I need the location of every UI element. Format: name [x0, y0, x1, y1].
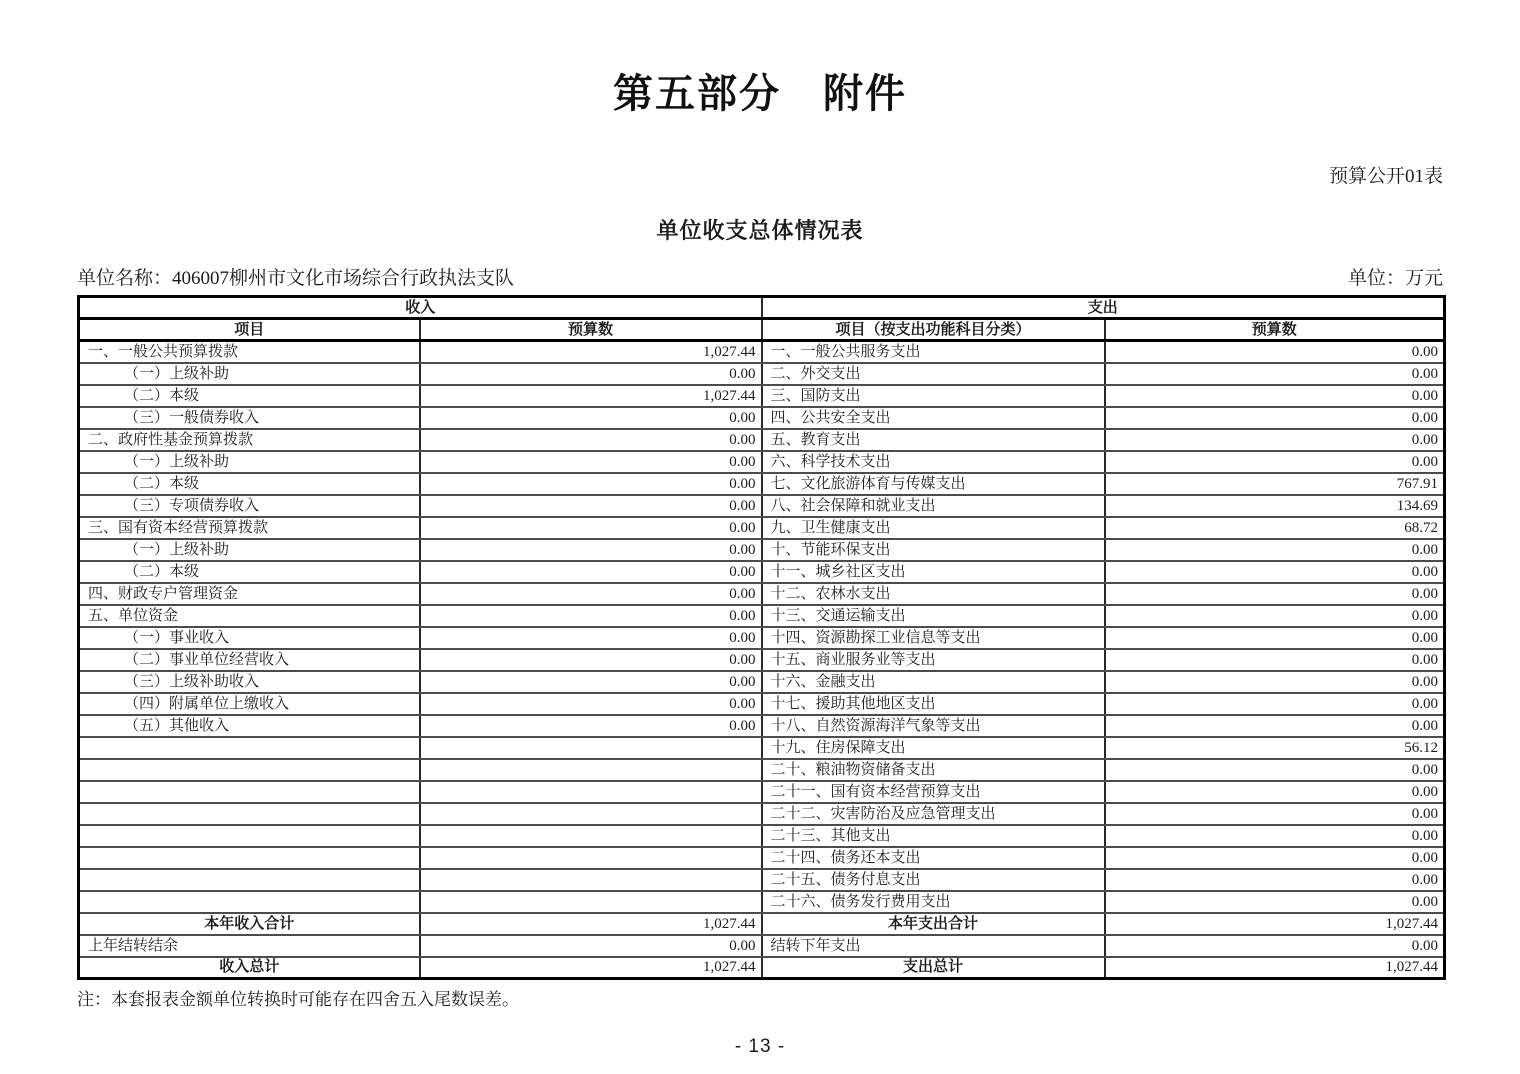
footnote: 注：本套报表金额单位转换时可能存在四舍五入尾数误差。 — [77, 990, 519, 1009]
expense-value-cell: 0.00 — [1105, 803, 1445, 825]
table-row — [79, 627, 1445, 649]
expense-value-cell: 0.00 — [1105, 825, 1445, 847]
table-row — [79, 781, 1445, 803]
expense-value-cell: 134.69 — [1105, 495, 1445, 517]
table-row — [79, 869, 1445, 891]
expense-value-cell: 767.91 — [1105, 473, 1445, 495]
expense-item-cell: 二、外交支出 — [762, 363, 1105, 385]
expense-item-cell: 支出总计 — [762, 957, 1105, 979]
expense-item-cell: 九、卫生健康支出 — [762, 517, 1105, 539]
income-item-cell: （一）上级补助 — [79, 451, 420, 473]
income-item-cell: （一）上级补助 — [79, 363, 420, 385]
expense-value-cell: 0.00 — [1105, 539, 1445, 561]
column-header-row — [79, 319, 1445, 341]
expense-value-cell: 0.00 — [1105, 891, 1445, 913]
income-item-cell — [79, 891, 420, 913]
expense-value-cell: 0.00 — [1105, 561, 1445, 583]
income-value-cell — [420, 759, 762, 781]
income-value-cell: 0.00 — [420, 451, 762, 473]
expense-value-cell: 0.00 — [1105, 385, 1445, 407]
income-value-cell: 1,027.44 — [420, 913, 762, 935]
income-value-cell: 0.00 — [420, 363, 762, 385]
table-title: 单位收支总体情况表 — [656, 218, 864, 243]
income-item-cell: （一）事业收入 — [79, 627, 420, 649]
table-row — [79, 495, 1445, 517]
expense-value-cell: 56.12 — [1105, 737, 1445, 759]
income-item-cell: 上年结转结余 — [79, 935, 420, 957]
table-row — [79, 913, 1445, 935]
income-item-cell — [79, 737, 420, 759]
income-value-cell: 0.00 — [420, 473, 762, 495]
expense-item-cell: 五、教育支出 — [762, 429, 1105, 451]
expense-value-cell: 0.00 — [1105, 693, 1445, 715]
table-meta-row — [77, 263, 1443, 290]
part-title: 第五部分 附件 — [613, 72, 907, 116]
expense-value-cell: 0.00 — [1105, 847, 1445, 869]
expense-item-cell: 七、文化旅游体育与传媒支出 — [762, 473, 1105, 495]
table-row — [79, 583, 1445, 605]
expense-value-cell: 0.00 — [1105, 649, 1445, 671]
table-row — [79, 957, 1445, 979]
expense-item-cell: 十、节能环保支出 — [762, 539, 1105, 561]
income-value-cell: 1,027.44 — [420, 385, 762, 407]
income-value-cell: 0.00 — [420, 935, 762, 957]
expense-item-cell: 十七、援助其他地区支出 — [762, 693, 1105, 715]
expense-item-cell: 二十二、灾害防治及应急管理支出 — [762, 803, 1105, 825]
table-row — [79, 539, 1445, 561]
income-value-cell: 0.00 — [420, 495, 762, 517]
table-row — [79, 561, 1445, 583]
table-row — [79, 341, 1445, 363]
table-row — [79, 935, 1445, 957]
expense-item-cell: 十八、自然资源海洋气象等支出 — [762, 715, 1105, 737]
income-item-cell: 收入总计 — [79, 957, 420, 979]
form-number-label: 预算公开01表 — [1328, 166, 1443, 187]
income-item-cell: （五）其他收入 — [79, 715, 420, 737]
income-item-cell: （二）本级 — [79, 385, 420, 407]
table-row — [79, 671, 1445, 693]
budget-summary-table — [77, 295, 1446, 980]
income-item-cell: （三）一般债券收入 — [79, 407, 420, 429]
income-value-cell: 0.00 — [420, 649, 762, 671]
income-item-cell — [79, 803, 420, 825]
table-row — [79, 759, 1445, 781]
income-value-cell — [420, 737, 762, 759]
page-number: - 13 - — [734, 1036, 786, 1057]
income-value-cell: 0.00 — [420, 517, 762, 539]
income-item-cell — [79, 847, 420, 869]
income-item-cell: 二、政府性基金预算拨款 — [79, 429, 420, 451]
income-value-cell: 0.00 — [420, 539, 762, 561]
expense-item-cell: 十三、交通运输支出 — [762, 605, 1105, 627]
table-row — [79, 517, 1445, 539]
expense-item-cell: 二十五、债务付息支出 — [762, 869, 1105, 891]
table-row — [79, 693, 1445, 715]
table-row — [79, 825, 1445, 847]
expense-value-cell: 0.00 — [1105, 341, 1445, 363]
expense-value-cell: 0.00 — [1105, 451, 1445, 473]
income-item-cell: （二）本级 — [79, 561, 420, 583]
expense-value-cell: 0.00 — [1105, 407, 1445, 429]
income-value-cell — [420, 825, 762, 847]
income-value-cell: 1,027.44 — [420, 957, 762, 979]
unit-name-label: 单位名称：406007柳州市文化市场综合行政执法支队 — [77, 268, 515, 289]
income-item-cell: （二）本级 — [79, 473, 420, 495]
table-row — [79, 803, 1445, 825]
income-item-cell: 本年收入合计 — [79, 913, 420, 935]
expense-item-cell: 三、国防支出 — [762, 385, 1105, 407]
income-value-cell: 0.00 — [420, 407, 762, 429]
table-row — [79, 649, 1445, 671]
expense-value-cell: 0.00 — [1105, 605, 1445, 627]
income-item-cell: 三、国有资本经营预算拨款 — [79, 517, 420, 539]
table-row — [79, 385, 1445, 407]
expense-item-cell: 八、社会保障和就业支出 — [762, 495, 1105, 517]
expense-value-cell: 0.00 — [1105, 671, 1445, 693]
expense-item-cell: 十六、金融支出 — [762, 671, 1105, 693]
section-header-row — [79, 297, 1445, 319]
table-row — [79, 451, 1445, 473]
expense-value-cell: 0.00 — [1105, 715, 1445, 737]
income-item-cell: （四）附属单位上缴收入 — [79, 693, 420, 715]
income-item-cell: （三）上级补助收入 — [79, 671, 420, 693]
expense-value-column-header: 预算数 — [1105, 319, 1445, 341]
unit-of-measure-label: 单位：万元 — [1347, 268, 1443, 289]
income-value-cell: 0.00 — [420, 671, 762, 693]
income-value-cell — [420, 803, 762, 825]
income-section-header: 收入 — [79, 297, 762, 319]
expense-value-cell: 0.00 — [1105, 781, 1445, 803]
expense-item-cell: 结转下年支出 — [762, 935, 1105, 957]
expense-value-cell: 0.00 — [1105, 583, 1445, 605]
income-item-cell: （三）专项债券收入 — [79, 495, 420, 517]
income-value-cell: 0.00 — [420, 429, 762, 451]
expense-item-cell: 十一、城乡社区支出 — [762, 561, 1105, 583]
expense-item-cell: 一、一般公共服务支出 — [762, 341, 1105, 363]
income-value-cell — [420, 869, 762, 891]
expense-value-cell: 0.00 — [1105, 759, 1445, 781]
income-item-cell: 四、财政专户管理资金 — [79, 583, 420, 605]
income-value-column-header: 预算数 — [420, 319, 762, 341]
table-row — [79, 407, 1445, 429]
expense-item-column-header: 项目（按支出功能科目分类） — [762, 319, 1105, 341]
expense-item-cell: 二十三、其他支出 — [762, 825, 1105, 847]
income-value-cell — [420, 781, 762, 803]
table-row — [79, 363, 1445, 385]
expense-section-header: 支出 — [762, 297, 1445, 319]
table-row — [79, 715, 1445, 737]
income-value-cell: 0.00 — [420, 715, 762, 737]
expense-item-cell: 二十、粮油物资储备支出 — [762, 759, 1105, 781]
expense-item-cell: 六、科学技术支出 — [762, 451, 1105, 473]
table-row — [79, 473, 1445, 495]
income-value-cell — [420, 891, 762, 913]
income-item-cell — [79, 759, 420, 781]
income-item-cell: （一）上级补助 — [79, 539, 420, 561]
expense-item-cell: 本年支出合计 — [762, 913, 1105, 935]
expense-value-cell: 0.00 — [1105, 869, 1445, 891]
expense-value-cell: 0.00 — [1105, 363, 1445, 385]
income-item-cell — [79, 825, 420, 847]
table-row — [79, 737, 1445, 759]
income-value-cell: 0.00 — [420, 627, 762, 649]
expense-item-cell: 十五、商业服务业等支出 — [762, 649, 1105, 671]
income-value-cell: 0.00 — [420, 561, 762, 583]
expense-value-cell: 0.00 — [1105, 935, 1445, 957]
income-value-cell — [420, 847, 762, 869]
table-row — [79, 605, 1445, 627]
expense-value-cell: 1,027.44 — [1105, 957, 1445, 979]
expense-value-cell: 0.00 — [1105, 627, 1445, 649]
income-item-cell — [79, 781, 420, 803]
expense-value-cell: 0.00 — [1105, 429, 1445, 451]
expense-item-cell: 二十四、债务还本支出 — [762, 847, 1105, 869]
table-row — [79, 891, 1445, 913]
table-row — [79, 429, 1445, 451]
income-item-cell: 一、一般公共预算拨款 — [79, 341, 420, 363]
income-value-cell: 1,027.44 — [420, 341, 762, 363]
income-item-cell — [79, 869, 420, 891]
expense-item-cell: 十二、农林水支出 — [762, 583, 1105, 605]
expense-item-cell: 四、公共安全支出 — [762, 407, 1105, 429]
income-value-cell: 0.00 — [420, 583, 762, 605]
income-value-cell: 0.00 — [420, 605, 762, 627]
income-item-column-header: 项目 — [79, 319, 420, 341]
expense-item-cell: 十四、资源勘探工业信息等支出 — [762, 627, 1105, 649]
table-row — [79, 847, 1445, 869]
expense-item-cell: 二十一、国有资本经营预算支出 — [762, 781, 1105, 803]
income-item-cell: （二）事业单位经营收入 — [79, 649, 420, 671]
expense-value-cell: 68.72 — [1105, 517, 1445, 539]
income-value-cell: 0.00 — [420, 693, 762, 715]
expense-value-cell: 1,027.44 — [1105, 913, 1445, 935]
expense-item-cell: 十九、住房保障支出 — [762, 737, 1105, 759]
income-item-cell: 五、单位资金 — [79, 605, 420, 627]
expense-item-cell: 二十六、债务发行费用支出 — [762, 891, 1105, 913]
